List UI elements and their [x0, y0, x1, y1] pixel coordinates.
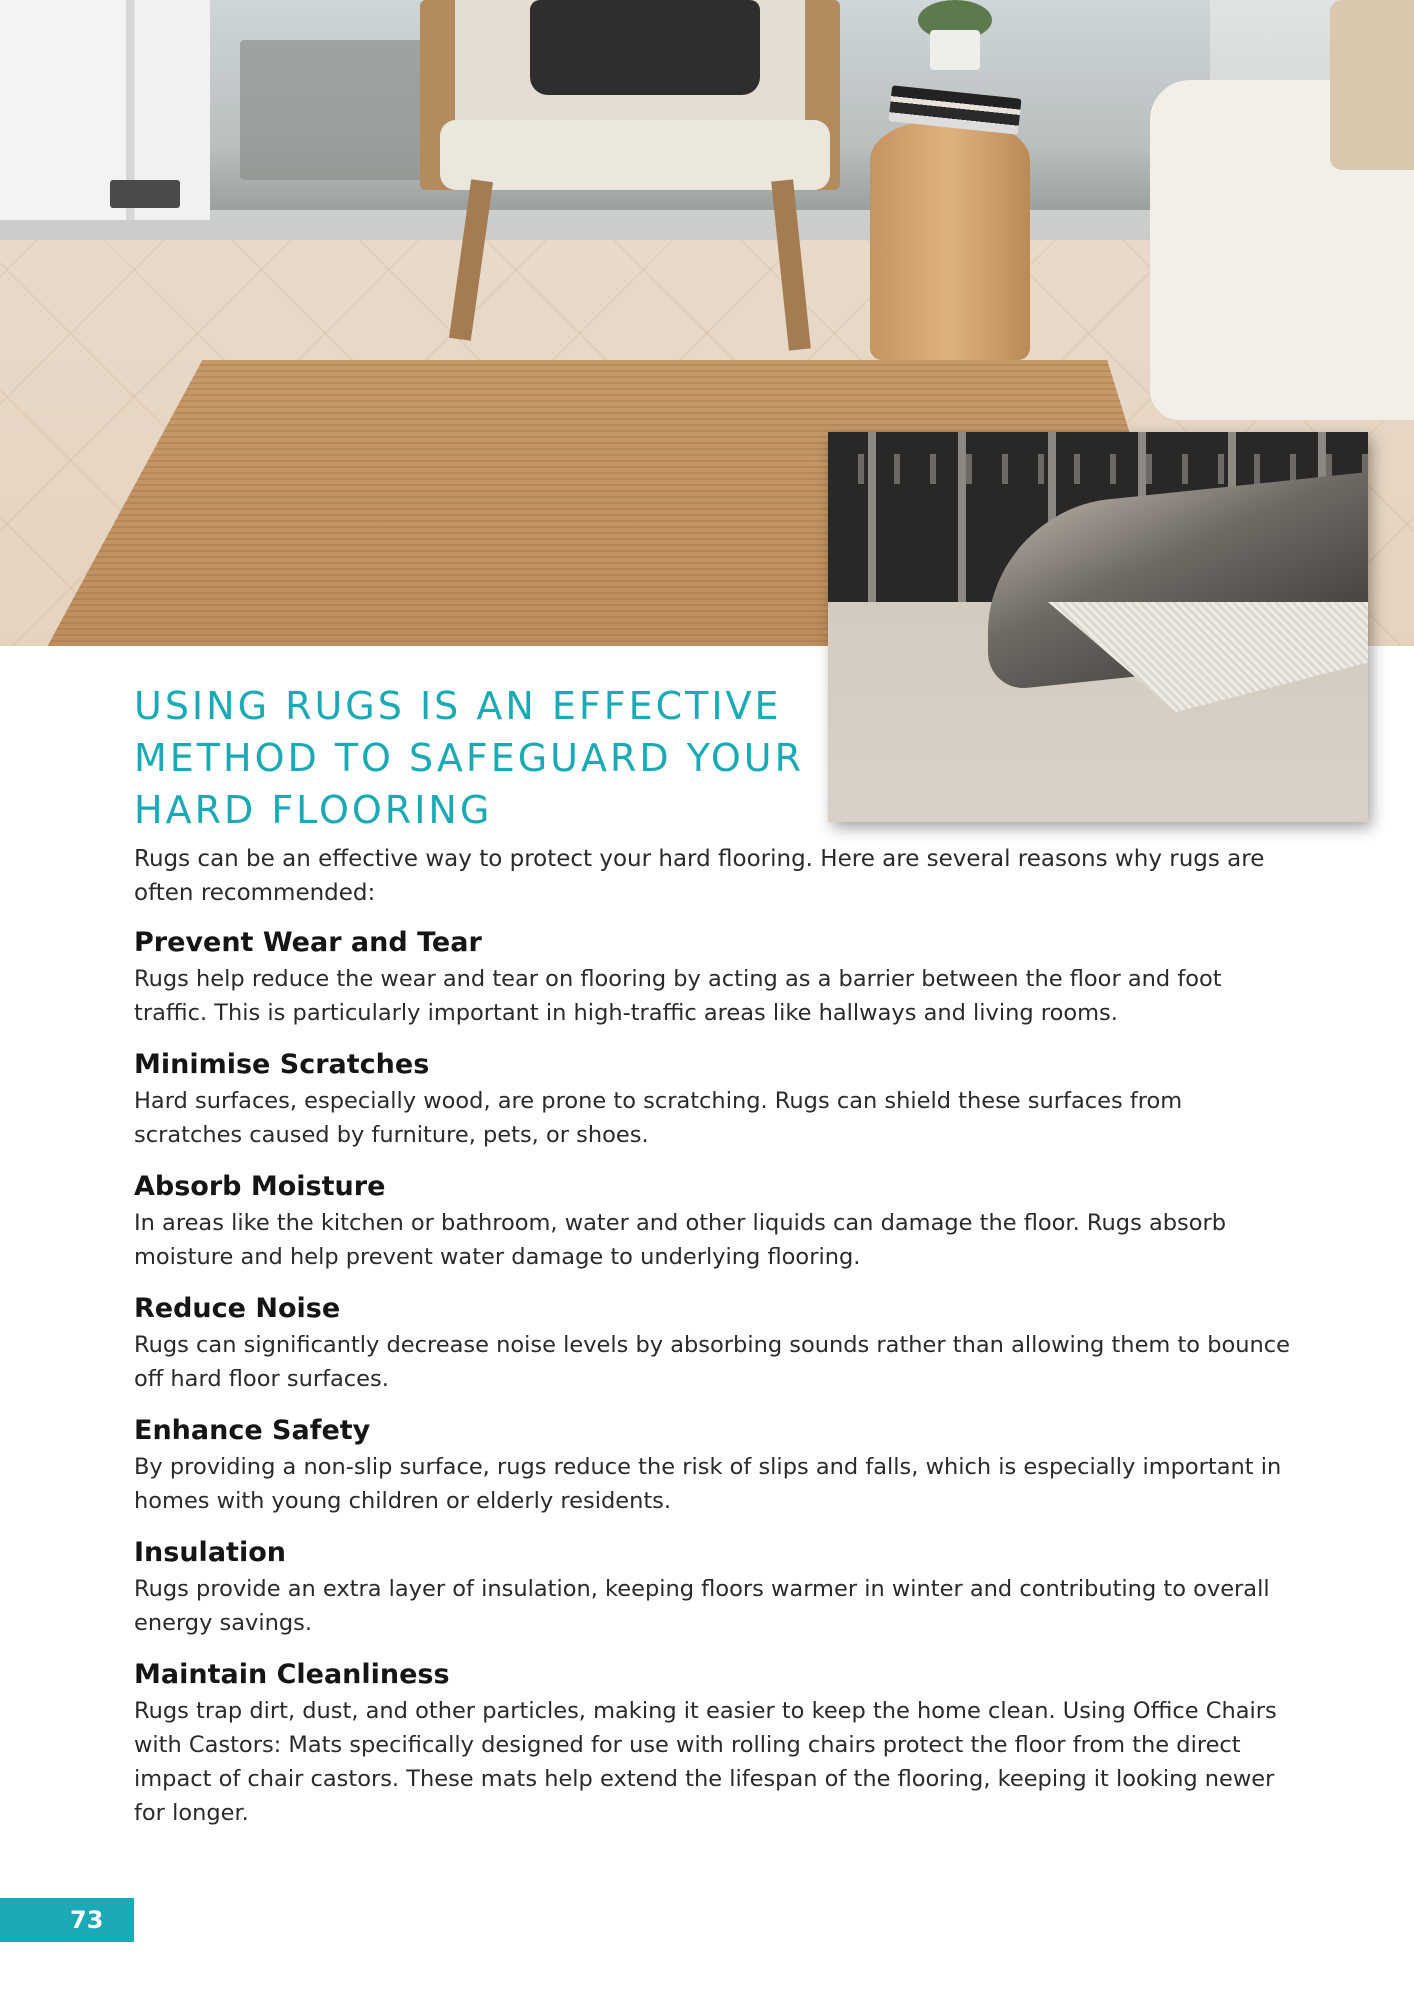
- page-headline: [134, 680, 814, 836]
- section-body: In areas like the kitchen or bathroom, water and other liquids can damage the floor. Rugs absorb moisture and help prevent water damage to underlying flooring.: [134, 1210, 1227, 1270]
- section-title: Reduce Noise: [134, 1293, 341, 1324]
- plant-pot: [930, 30, 980, 70]
- section-maintain-cleanliness: [134, 1656, 1294, 1830]
- armchair-pillow: [530, 0, 760, 95]
- section-body: Rugs can significantly decrease noise levels by absorbing sounds rather than allowing them to bounce off hard floor surfaces.: [134, 1332, 1291, 1392]
- section-enhance-safety: [134, 1412, 1294, 1518]
- door-handle: [110, 180, 180, 208]
- section-body: Rugs provide an extra layer of insulation, keeping floors warmer in winter and contributing to overall energy savings.: [134, 1576, 1270, 1636]
- section-body: Rugs help reduce the wear and tear on flooring by acting as a barrier between the floor and foot traffic. This is particularly important in high-traffic areas like hallways and living rooms.: [134, 966, 1222, 1026]
- section-title: Maintain Cleanliness: [134, 1659, 450, 1690]
- section-body: Rugs trap dirt, dust, and other particles, making it easier to keep the home clean. Using Office Chairs with Castors: Mats specifically designed for use with rolling chairs protect the floor from the direct impact of chair castors. These mats help extend the lifespan of the flooring, keeping it looking newer for longer.: [134, 1698, 1277, 1826]
- section-title: Absorb Moisture: [134, 1171, 386, 1202]
- section-prevent-wear: [134, 924, 1294, 1030]
- section-reduce-noise: [134, 1290, 1294, 1396]
- armchair-seat: [440, 120, 830, 190]
- headline-line-2: METHOD TO SAFEGUARD YOUR: [134, 736, 804, 780]
- section-title: Insulation: [134, 1537, 286, 1568]
- section-title: Prevent Wear and Tear: [134, 927, 482, 958]
- headline-line-1: USING RUGS IS AN EFFECTIVE: [134, 684, 782, 728]
- section-insulation: [134, 1534, 1294, 1640]
- wooden-side-table: [870, 120, 1030, 360]
- headline-line-3: HARD FLOORING: [134, 788, 493, 832]
- page-number: 73: [0, 1898, 134, 1942]
- reasons-list: [134, 924, 1294, 1846]
- section-body: By providing a non-slip surface, rugs reduce the risk of slips and falls, which is especially important in homes with young children or elderly residents.: [134, 1454, 1282, 1514]
- section-body: Hard surfaces, especially wood, are prone to scratching. Rugs can shield these surfaces from scratches caused by furniture, pets, or shoes.: [134, 1088, 1183, 1148]
- section-minimise-scratches: [134, 1046, 1294, 1152]
- section-title: Minimise Scratches: [134, 1049, 430, 1080]
- section-absorb-moisture: [134, 1168, 1294, 1274]
- rug-underlay-photo: [828, 432, 1368, 822]
- intro-paragraph: Rugs can be an effective way to protect your hard flooring. Here are several reasons why rugs are often recommended:: [134, 846, 1265, 906]
- outdoor-view: [240, 40, 440, 180]
- sofa-pillow: [1330, 0, 1414, 170]
- section-title: Enhance Safety: [134, 1415, 371, 1446]
